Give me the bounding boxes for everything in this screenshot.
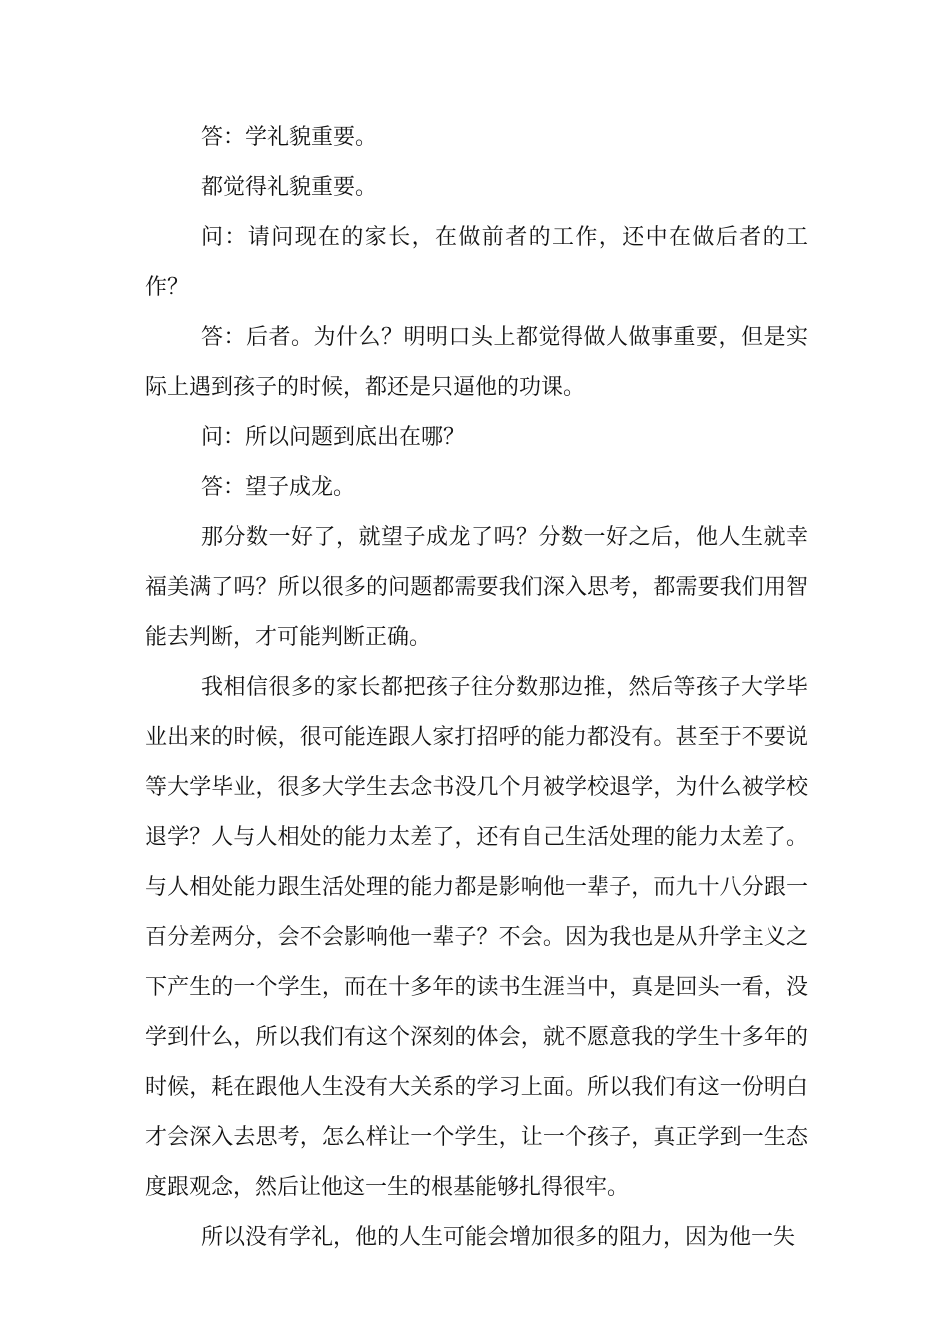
document-body xyxy=(145,113,808,1263)
paragraph: 问：请问现在的家长，在做前者的工作，还中在做后者的工作？ xyxy=(145,225,808,300)
paragraph: 答：后者。为什么？明明口头上都觉得做人做事重要，但是实际上遇到孩子的时候，都还是只逼他的功课。 xyxy=(145,325,808,400)
paragraph: 问：所以问题到底出在哪？ xyxy=(201,425,466,450)
paragraph: 那分数一好了，就望子成龙了吗？分数一好之后，他人生就幸福美满了吗？所以很多的问题都需要我们深入思考，都需要我们用智能去判断，才可能判断正确。 xyxy=(145,525,808,650)
paragraph: 都觉得礼貌重要。 xyxy=(201,175,378,200)
paragraph: 所以没有学礼，他的人生可能会增加很多的阻力，因为他一失 xyxy=(201,1225,796,1250)
paragraph: 答：望子成龙。 xyxy=(201,475,356,500)
paragraph: 答：学礼貌重要。 xyxy=(201,125,378,150)
paragraph: 我相信很多的家长都把孩子往分数那边推，然后等孩子大学毕业出来的时候，很可能连跟人家打招呼的能力都没有。甚至于不要说等大学毕业，很多大学生去念书没几个月被学校退学，为什么被学校退学？人与人相处的能力太差了，还有自己生活处理的能力太差了。与人相处能力跟生活处理的能力都是影响他一辈子，而九十八分跟一百分差两分，会不会影响他一辈子？不会。因为我也是从升学主义之下产生的一个学生，而在十多年的读书生涯当中，真是回头一看，没学到什么，所以我们有这个深刻的体会，就不愿意我的学生十多年的时候，耗在跟他人生没有大关系的学习上面。所以我们有这一份明白才会深入去思考，怎么样让一个学生，让一个孩子，真正学到一生态度跟观念，然后让他这一生的根基能够扎得很牢。 xyxy=(145,675,808,1200)
